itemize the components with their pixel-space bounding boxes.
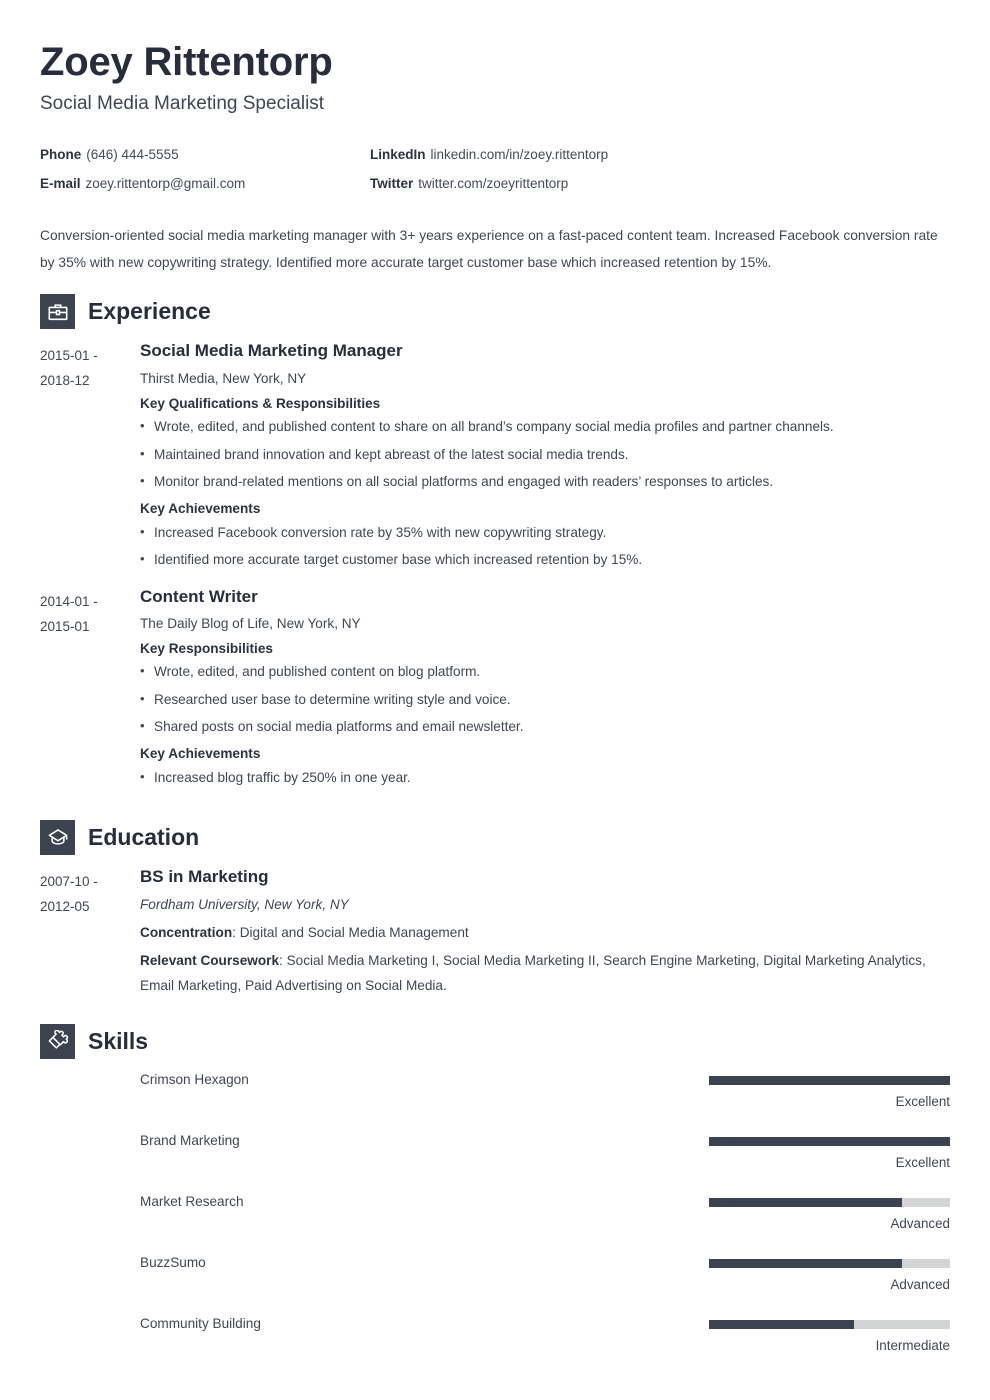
skill-row bbox=[40, 1132, 950, 1171]
contact-linkedin bbox=[370, 146, 950, 164]
contact-phone-label: Phone bbox=[40, 146, 82, 162]
skill-bar-track bbox=[709, 1198, 950, 1207]
education-entry-school: Fordham University, New York, NY bbox=[140, 896, 349, 912]
education-concentration-label: Concentration bbox=[140, 925, 233, 941]
skill-bar-track bbox=[709, 1076, 950, 1085]
experience-group-heading: Key Responsibilities bbox=[140, 640, 273, 656]
education-entry bbox=[40, 867, 950, 1005]
education-entry-dates: 2007-10 - 2012-05 bbox=[40, 874, 98, 915]
briefcase-icon bbox=[40, 294, 75, 329]
experience-bullet-list bbox=[140, 418, 950, 491]
skill-bar-fill bbox=[709, 1259, 902, 1268]
section-title-skills: Skills bbox=[88, 1027, 149, 1054]
education-coursework-value: : Social Media Marketing I, Social Media Marketing II, Search Engine Marketing, Digital Marketing Analytics, Email Marketing, Paid Advertising on Social Media. bbox=[140, 952, 926, 993]
contact-phone bbox=[40, 146, 370, 164]
skill-row bbox=[40, 1193, 950, 1232]
skill-meter bbox=[709, 1071, 950, 1110]
contact-details bbox=[40, 146, 950, 193]
education-concentration-value: : Digital and Social Media Management bbox=[232, 925, 469, 941]
skill-name: Community Building bbox=[140, 1316, 261, 1332]
skill-name: Crimson Hexagon bbox=[140, 1071, 249, 1087]
professional-summary: Conversion-oriented social media marketing manager with 3+ years experience on a fast-paced content team. Increased Facebook conversion rate by 35% with new copywriting strategy. Identified more accurate target customer base which increased retention by 15%. bbox=[40, 227, 938, 270]
skill-meter bbox=[709, 1254, 950, 1293]
experience-group-heading: Key Achievements bbox=[140, 501, 261, 517]
skill-name: Brand Marketing bbox=[140, 1132, 240, 1148]
experience-bullet-list bbox=[140, 769, 950, 787]
list-item: • Maintained brand innovation and kept abreast of the latest social media trends. bbox=[140, 446, 950, 464]
skill-level-label: Excellent bbox=[895, 1093, 950, 1109]
experience-entry-title: Social Media Marketing Manager bbox=[140, 341, 403, 361]
skill-bar-track bbox=[709, 1137, 950, 1146]
skill-bar-track bbox=[709, 1259, 950, 1268]
experience-entry bbox=[40, 341, 950, 584]
list-item: • Increased blog traffic by 250% in one year. bbox=[140, 769, 950, 787]
contact-linkedin-value[interactable]: linkedin.com/in/zoey.rittentorp bbox=[430, 146, 609, 162]
contact-twitter-value[interactable]: twitter.com/zoeyrittentorp bbox=[418, 176, 569, 192]
skill-bar-fill bbox=[709, 1137, 950, 1146]
candidate-job-title: Social Media Marketing Specialist bbox=[40, 92, 325, 114]
education-coursework bbox=[140, 948, 950, 998]
list-item: • Researched user base to determine writing style and voice. bbox=[140, 691, 950, 709]
skill-level-label: Advanced bbox=[890, 1216, 950, 1232]
list-item: • Identified more accurate target customer base which increased retention by 15%. bbox=[140, 551, 950, 569]
experience-bullet-list bbox=[140, 524, 950, 570]
contact-phone-value: (646) 444-5555 bbox=[86, 146, 179, 162]
list-item: • Wrote, edited, and published content to share on all brand’s company social media profiles and partner channels. bbox=[140, 418, 950, 436]
section-header-education bbox=[40, 820, 950, 855]
experience-group-heading: Key Achievements bbox=[140, 746, 261, 762]
skill-name: Market Research bbox=[140, 1194, 244, 1210]
experience-entry bbox=[40, 587, 950, 803]
list-item: • Shared posts on social media platforms and email newsletter. bbox=[140, 718, 950, 736]
skill-bar-fill bbox=[709, 1198, 902, 1207]
skill-level-label: Intermediate bbox=[875, 1338, 950, 1354]
skill-row bbox=[40, 1071, 950, 1110]
experience-group-heading: Key Qualifications & Responsibilities bbox=[140, 395, 381, 411]
puzzle-piece-icon bbox=[40, 1024, 75, 1059]
experience-entry-company: Thirst Media, New York, NY bbox=[140, 370, 307, 386]
education-concentration bbox=[140, 920, 950, 945]
experience-entry-title: Content Writer bbox=[140, 586, 258, 606]
skill-level-label: Excellent bbox=[895, 1154, 950, 1170]
skill-meter bbox=[709, 1315, 950, 1354]
section-title-education: Education bbox=[88, 824, 200, 851]
skill-name: BuzzSumo bbox=[140, 1255, 206, 1271]
skills-list bbox=[40, 1071, 950, 1354]
list-item: • Wrote, edited, and published content on blog platform. bbox=[140, 663, 950, 681]
experience-bullet-list bbox=[140, 663, 950, 736]
education-entry-degree: BS in Marketing bbox=[140, 867, 269, 887]
experience-entry-dates: 2015-01 - 2018-12 bbox=[40, 348, 98, 389]
contact-email-label: E-mail bbox=[40, 176, 81, 192]
experience-entry-dates: 2014-01 - 2015-01 bbox=[40, 593, 98, 634]
graduation-cap-icon bbox=[40, 820, 75, 855]
contact-linkedin-label: LinkedIn bbox=[370, 146, 426, 162]
experience-entry-company: The Daily Blog of Life, New York, NY bbox=[140, 615, 361, 631]
section-title-experience: Experience bbox=[88, 298, 211, 325]
contact-twitter bbox=[370, 175, 950, 193]
contact-email bbox=[40, 175, 370, 193]
skill-level-label: Advanced bbox=[890, 1277, 950, 1293]
skill-row bbox=[40, 1315, 950, 1354]
education-coursework-label: Relevant Coursework bbox=[140, 952, 280, 968]
section-header-skills bbox=[40, 1024, 950, 1059]
skill-bar-fill bbox=[709, 1076, 950, 1085]
list-item: • Increased Facebook conversion rate by 35% with new copywriting strategy. bbox=[140, 524, 950, 542]
skill-bar-track bbox=[709, 1320, 950, 1329]
list-item: • Monitor brand-related mentions on all social platforms and engaged with readers’ responses to articles. bbox=[140, 473, 950, 491]
skill-bar-fill bbox=[709, 1320, 854, 1329]
contact-email-value[interactable]: zoey.rittentorp@gmail.com bbox=[85, 176, 246, 192]
contact-twitter-label: Twitter bbox=[370, 176, 414, 192]
section-header-experience bbox=[40, 294, 950, 329]
skill-meter bbox=[709, 1132, 950, 1171]
skill-meter bbox=[709, 1193, 950, 1232]
candidate-name: Zoey Rittentorp bbox=[40, 40, 333, 84]
skill-row bbox=[40, 1254, 950, 1293]
